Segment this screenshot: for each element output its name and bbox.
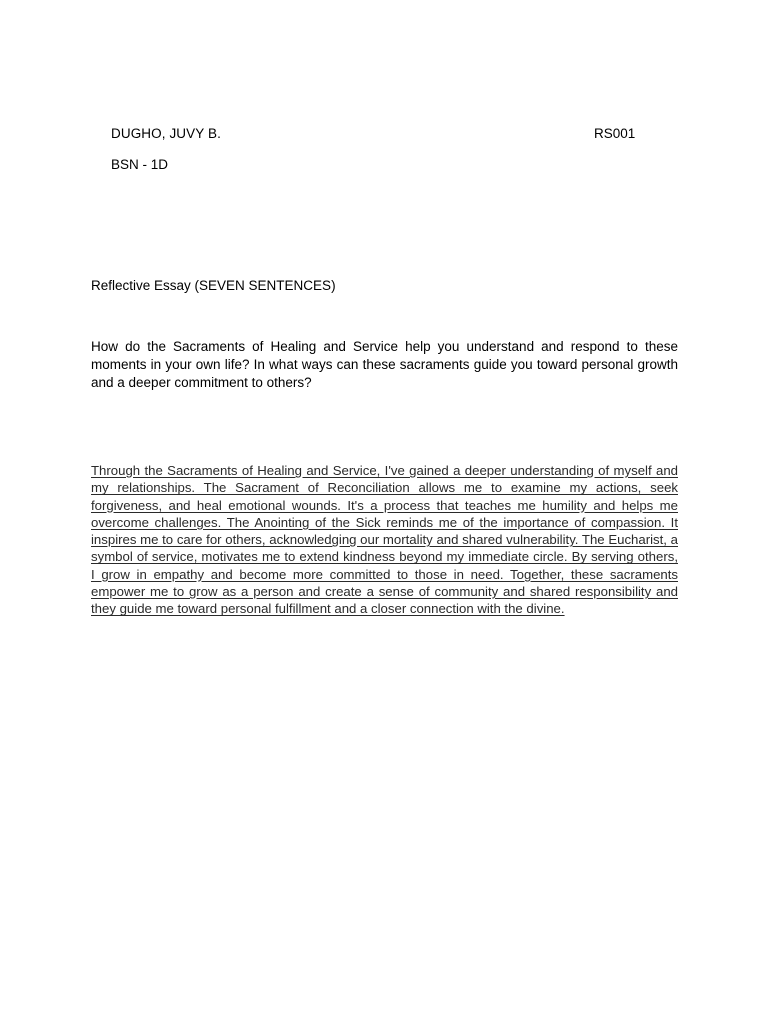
- course-code: RS001: [594, 126, 636, 141]
- essay-answer: Through the Sacraments of Healing and Service, I've gained a deeper understanding of myself and my relationships. The Sacrament of Reconciliation allows me to examine my actions, seek forgiveness, and heal emotional wounds. It's a process that teaches me humility and helps me overcome challenges. The Anointing of the Sick reminds me of the importance of compassion. It inspires me to care for others, acknowledging our mortality and shared vulnerability. The Eucharist, a symbol of service, motivates me to extend kindness beyond my immediate circle. By serving others, I grow in empathy and become more committed to those in need. Together, these sacraments empower me to grow as a person and create a sense of community and shared responsibility and they guide me toward personal fulfillment and a closer connection with the divine.: [91, 463, 678, 617]
- student-section: BSN - 1D: [111, 157, 169, 172]
- student-name: DUGHO, JUVY B.: [111, 126, 221, 141]
- essay-title: Reflective Essay (SEVEN SENTENCES): [91, 278, 336, 293]
- essay-question: How do the Sacraments of Healing and Service help you understand and respond to these moments in your own life? In what ways can these sacraments guide you toward personal growth and a deeper commitment to others?: [91, 339, 678, 390]
